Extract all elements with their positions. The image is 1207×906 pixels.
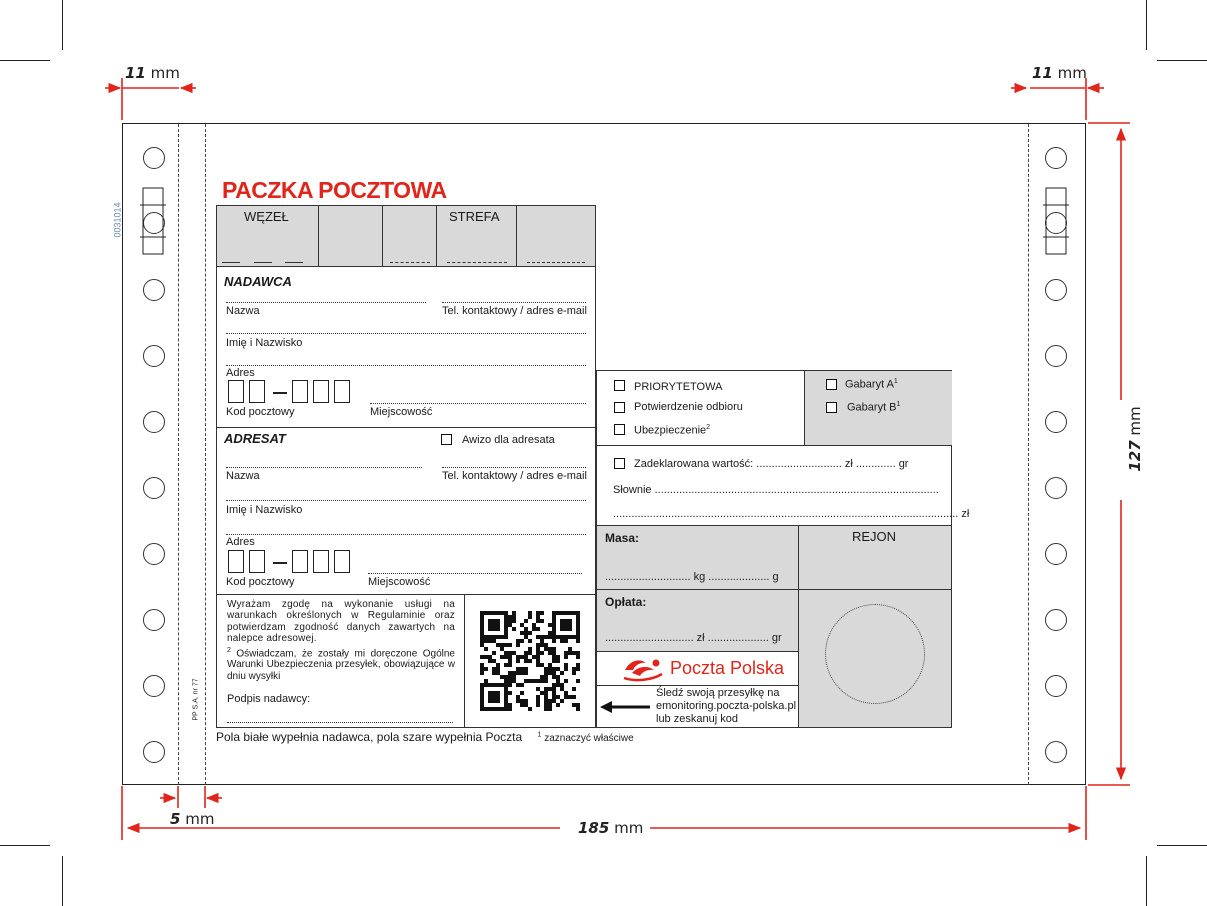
header-wezel: WĘZEŁ <box>244 209 289 224</box>
nadawca-nazwa-label: Nazwa <box>226 305 260 317</box>
feed-hole <box>143 477 165 499</box>
ubezpieczenie-checkbox[interactable] <box>614 424 625 435</box>
gabaryt-b-label: Gabaryt $B^1$ <box>847 401 901 414</box>
awizo-label: Awizo dla adresata <box>462 434 555 446</box>
nadawca-adres-field[interactable] <box>226 365 586 366</box>
dim-height: 127 mm <box>1126 406 1144 472</box>
footer-note: Pola białe wypełnia nadawca, pola szare wypełnia Poczta $^1$ zaznaczyć właściwe <box>216 730 634 744</box>
registration-mark-left <box>140 185 166 257</box>
rejon-label: REJON <box>852 529 897 544</box>
dim-strip: 5 mm <box>170 810 215 828</box>
gabaryt-a-checkbox[interactable] <box>826 379 837 390</box>
nadawca-imie-label: Imię i Nazwisko <box>226 337 303 349</box>
priorytetowa-checkbox[interactable] <box>614 380 625 391</box>
adresat-tel-label: Tel. kontaktowy / adres e-mail <box>442 470 587 482</box>
nadawca-miejscowosc-field[interactable] <box>370 403 586 404</box>
header-strefa: STREFA <box>449 209 500 224</box>
registration-mark-right <box>1043 185 1069 257</box>
nadawca-miejscowosc-label: Miejscowość <box>370 406 433 418</box>
consent-paragraph-1: Wyrażam zgodę na wykonanie usługi na warunkach określonych w Regulaminie oraz potwierdzam zgodność danych zawartych na nalepce adresowej. <box>227 599 455 645</box>
feed-hole <box>143 543 165 565</box>
feed-hole <box>1045 609 1067 631</box>
serial-number: 0031014 <box>112 202 123 238</box>
masa-line: ............................ kg .................... g <box>605 571 779 583</box>
oplata-line: ............................. zł .................... gr <box>605 632 782 644</box>
arrow-left-icon <box>600 700 652 714</box>
adresat-kod-label: Kod pocztowy <box>226 576 295 588</box>
qr-code <box>479 610 581 712</box>
consent-paragraph-2: $^2$ Oświadczam, że zostały mi doręczone Ogólne Warunki Ubezpieczenia przesyłek, obowiązujące w dniu wysyłki <box>227 646 455 682</box>
adresat-miejscowosc-label: Miejscowość <box>368 576 431 588</box>
print-code: PP S.A. nr 77 <box>192 678 200 721</box>
feed-hole <box>1045 543 1067 565</box>
feed-hole <box>1045 477 1067 499</box>
feed-hole <box>1045 411 1067 433</box>
adresat-imie-label: Imię i Nazwisko <box>226 504 303 516</box>
nadawca-imie-field[interactable] <box>226 333 586 334</box>
potwierdzenie-label: Potwierdzenie odbioru <box>634 401 743 413</box>
stamp-circle <box>825 604 925 704</box>
declared-line2: ................................................................................................................. zł <box>613 508 970 520</box>
feed-hole <box>1045 675 1067 697</box>
adresat-miejscowosc-field[interactable] <box>368 573 582 574</box>
declared-value-checkbox[interactable] <box>614 458 625 469</box>
declared-value-label: Zadeklarowana wartość: ............................ zł ............. gr <box>634 458 909 470</box>
potwierdzenie-checkbox[interactable] <box>614 402 625 413</box>
priorytetowa-label: PRIORYTETOWA <box>634 381 723 393</box>
gabaryt-b-checkbox[interactable] <box>826 402 837 413</box>
nadawca-adres-label: Adres <box>226 367 255 379</box>
feed-hole <box>143 675 165 697</box>
adresat-adres-field[interactable] <box>226 534 586 535</box>
dim-width: 185 mm <box>572 819 649 837</box>
brand-name: Poczta Polska <box>670 658 785 678</box>
feed-hole <box>143 741 165 763</box>
feed-hole <box>143 147 165 169</box>
nadawca-tel-label: Tel. kontaktowy / adres e-mail <box>442 305 587 317</box>
slownie-label: Słownie ............................................................................................. <box>613 484 939 496</box>
feed-hole <box>143 279 165 301</box>
oplata-label: Opłata: <box>605 595 647 609</box>
adresat-adres-label: Adres <box>226 536 255 548</box>
awizo-checkbox[interactable] <box>441 434 452 445</box>
adresat-imie-field[interactable] <box>226 500 586 501</box>
feed-hole <box>143 609 165 631</box>
form-title: PACZKA POCZTOWA <box>222 177 447 203</box>
nadawca-heading: NADAWCA <box>224 274 292 289</box>
consent-text <box>227 599 455 682</box>
tracking-text: Śledź swoją przesyłkę na emonitoring.poczta-polska.pl lub zeskanuj kod <box>656 687 797 725</box>
gabaryt-a-label: Gabaryt $A^1$ <box>845 378 898 391</box>
feed-hole <box>143 411 165 433</box>
dim-margin-right: 11 mm <box>1032 64 1087 82</box>
nadawca-kod-label: Kod pocztowy <box>226 406 295 418</box>
feed-hole <box>1045 345 1067 367</box>
dim-margin-left: 11 mm <box>125 64 180 82</box>
masa-label: Masa: <box>605 531 640 545</box>
feed-hole <box>1045 741 1067 763</box>
feed-hole <box>1045 147 1067 169</box>
feed-hole <box>1045 279 1067 301</box>
podpis-label: Podpis nadawcy: <box>227 693 311 705</box>
feed-hole <box>143 345 165 367</box>
ubezpieczenie-label: Ubezpieczenie$^2$ <box>634 424 711 437</box>
podpis-field[interactable] <box>227 722 453 723</box>
adresat-nazwa-label: Nazwa <box>226 470 260 482</box>
posthorn-logo-icon <box>622 656 664 682</box>
adresat-heading: ADRESAT <box>224 431 286 446</box>
